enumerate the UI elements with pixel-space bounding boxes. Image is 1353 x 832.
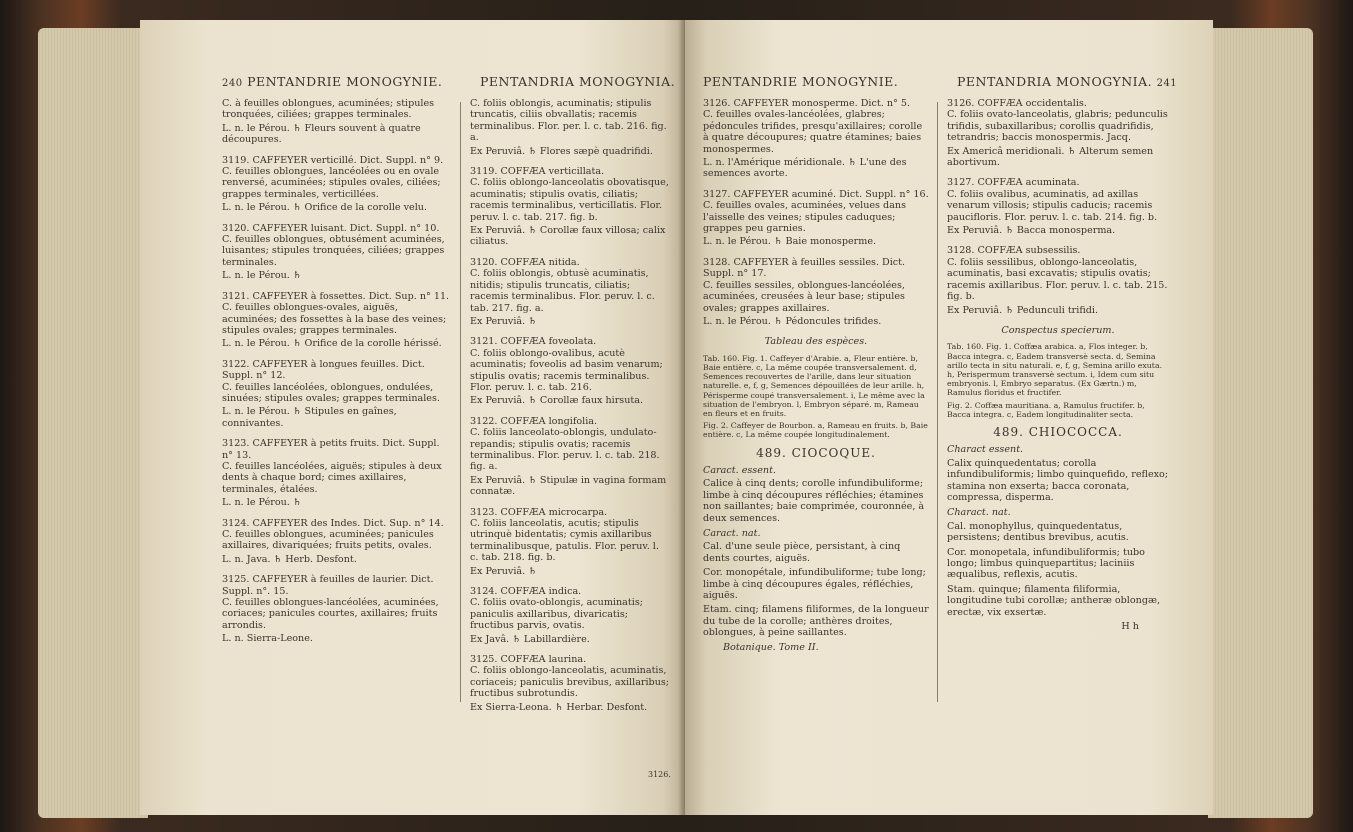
species-description: C. feuilles ovales-lancéolées, glabres; pédoncules trifides, presqu'axillaires; corolle à quatre découpures; quatre étamines; baies monospermes. [703,109,923,155]
species-entry [222,574,450,644]
species-description: C. foliis oblongo-ovalibus, acutè acuminatis; foveolis ad basim venarum; stipulis ovatis; racemis terminalibus. Flor. peruv. l. c. tab. 216. [470,347,663,393]
right-header-fr: PENTANDRIE MONOGYNIE. [703,74,899,89]
species-locality: L. n. l'Amérique méridionale. ♄ L'une des semences avorte. [703,157,907,180]
species-locality: Ex Peruviâ. ♄ Stipulæ in vagina formam connatæ. [470,474,667,498]
species-description: C. foliis oblongis, obtusè acuminatis, nitidis; stipulis truncatis, ciliatis; racemis terminalibus. Flor. peruv. l. c. tab. 217. fig. a. [470,268,655,314]
species-entry [222,359,450,429]
species-title: 3124. CAFFEYER des Indes. Dict. Sup. n° 14. [222,517,444,529]
species-description: C. à feuilles oblongues, acuminées; stipules tronquées, ciliées; grappes terminales. [222,98,435,121]
species-description: C. feuilles sessiles, oblongues-lancéolées, acuminées, creusées à leur base; stipules ovales; grappes axillaires. [703,279,905,314]
species-locality: Ex Peruviâ. ♄ [470,315,537,327]
species-entry [470,336,670,406]
species-description: C. foliis ovato-lanceolatis, glabris; pedunculis trifidis, subaxillaribus; corollis quadrifidis, tetrandris; baccis monospermis. Jacq. [947,109,1168,144]
species-locality: L. n. le Pérou. ♄ Baie monosperme. [703,236,877,248]
species-entry [222,98,450,146]
genus-heading-lat: 489. CHIOCOCCA. [993,424,1123,439]
species-title: 3126. COFFÆA occidentalis. [947,98,1087,109]
tableau-title: Tableau des espèces. [764,336,868,348]
species-locality: Ex Americâ meridionali. ♄ Alterum semen abortivum. [947,145,1154,169]
species-locality: Ex Javâ. ♄ Labillardière. [470,633,590,645]
species-description: C. foliis oblongo-lanceolatis obovatisque, acuminatis; stipulis ovatis, ciliatis; racemis terminalibus, verticillatis. Flor. peruv. l. c. tab. 217. fig. b. [470,177,669,223]
left-header-fr: 240 PENTANDRIE MONOGYNIE. [222,74,443,89]
species-title: 3123. COFFÆA microcarpa. [470,506,608,518]
catchword: 3126. [648,770,671,779]
right-column-latin [947,98,1169,632]
column-divider-right [937,102,938,702]
signature: H h [1121,621,1139,633]
species-description: C. feuilles oblongues, acuminées; panicules axillaires, divariquées; fruits petits, ovales. [222,529,434,552]
species-locality: L. n. le Pérou. ♄ Orifice de la corolle velu. [222,202,428,214]
species-entry [470,257,670,327]
species-title: 3121. COFFÆA foveolata. [470,336,597,348]
species-entry [947,177,1169,236]
tableau-text: Tab. 160. Fig. 1. Caffeyer d'Arabie. a, Fleur entière. b, Baie entière. c, La même coupée transversalement. d, Semences recouvertes de l'arille, dans leur situation naturelle. e, f, g, Semences dépouillées de leur arille. h, Périsperme coupé transversalement. i, Le même avec la situation de l'embryon. l, Embryon séparé. m, Rameau en fleurs et en fruits. [703,353,925,418]
species-entry [470,416,670,498]
species-locality: Ex Peruviâ. ♄ Pedunculi trifidi. [947,304,1098,316]
species-title: 3119. COFFÆA verticillata. [470,166,605,178]
nat-fr-cor: Cor. monopétale, infundibuliforme; tube long; limbe à cinq découpures égales, réfléchies, aiguës. [703,567,926,602]
species-title: 3128. CAFFEYER à feuilles sessiles. Dict. Suppl. n° 17. [703,256,906,280]
conspectus-fig2: Fig. 2. Coffæa mauritiana. a, Ramulus fructifer. b, Bacca integra. c, Eadem longitudinaliter secta. [947,400,1145,419]
species-entry [470,654,670,713]
footer-fr: Botanique. Tome II. [723,641,819,653]
species-entry [470,166,670,248]
species-title: 3128. COFFÆA subsessilis. [947,245,1081,257]
left-page-number: 240 [222,78,243,89]
species-locality: Ex Peruviâ. ♄ Flores sæpè quadrifidi. [470,145,653,157]
species-title: 3124. COFFÆA indica. [470,586,582,598]
species-entry [222,291,450,350]
species-locality: L. n. le Pérou. ♄ Fleurs souvent à quatre découpures. [222,122,421,146]
conspectus-text: Tab. 160. Fig. 1. Coffæa arabica. a, Flos integer. b, Bacca integra. c, Eadem transversè secta. d, Semina arillo tecta in situ naturali. e, f, g, Semina arillo exuta. h, Perispermum transversè sectum. i, Idem cum situ embryonis. l, Embryo separatus. (Ex Gærtn.) m, Ramulus floridus et fructifer. [947,342,1163,398]
species-entry [470,507,670,577]
page-edges-right [1208,28,1313,818]
species-title: 3127. CAFFEYER acuminé. Dict. Suppl. n° 16. [703,188,929,200]
species-entry [222,518,450,566]
tableau-fig2: Fig. 2. Caffeyer de Bourbon. a, Rameau en fruits. b, Baie entière. c, La même coupée longitudinalement. [703,421,928,440]
caract-essent-label: Caract. essent. [703,464,776,476]
conspectus-title: Conspectus specierum. [1001,324,1115,336]
species-locality: L. n. le Pérou. ♄ [222,270,302,282]
species-title: 3121. CAFFEYER à fossettes. Dict. Sup. n° 11. [222,290,450,302]
species-entry [470,586,670,645]
nat-fr-cal: Cal. d'une seule pièce, persistant, à cinq dents courtes, aiguës. [703,541,901,564]
species-locality: L. n. le Pérou. ♄ Stipules en gaînes, connivantes. [222,406,397,429]
column-divider [460,102,461,702]
nat-lat-cal: Cal. monophyllus, quinquedentatus, persistens; dentibus brevibus, acutis. [947,520,1129,544]
essent-text-lat: Calix quinquedentatus; corolla infundibuliformis; limbo quinquefido, reflexo; stamina non exserta; bacca coronata, compressa, disperma. [947,457,1169,503]
left-column-french [222,98,450,654]
species-description: C. feuilles oblongues-lancéolées, acuminées, coriaces; panicules courtes, axillaires; fruits arrondis. [222,597,439,631]
species-title: 3120. CAFFEYER luisant. Dict. Suppl. n° 10. [222,222,440,234]
species-entry [947,245,1169,315]
species-description: C. foliis ovalibus, acuminatis, ad axillas venarum villosis; stipulis caducis; racemis paucifloris. Flor. peruv. l. c. tab. 214. fig. b. [947,188,1158,223]
species-locality: Ex Peruviâ. ♄ Corollæ faux villosa; calix ciliatus. [470,225,666,248]
page-edges-left [38,28,148,818]
left-page [140,20,685,815]
species-description: C. feuilles oblongues, obtusément acuminées, luisantes; stipules tronquées, ciliées; grappes terminales. [222,234,445,268]
species-locality: L. n. Java. ♄ Herb. Desfont. [222,553,357,565]
left-header-lat: PENTANDRIA MONOGYNIA. [480,74,676,89]
species-description: C. foliis oblongis, acuminatis; stipulis truncatis, ciliis obvallatis; racemis terminalibus. Flor. per. l. c. tab. 216. fig. a. [470,98,667,144]
genus-heading-fr: 489. CIOCOQUE. [756,445,876,460]
species-description: C. feuilles oblongues-ovales, aiguës, acuminées; des fossettes à la base des veines; stipules ovales; grappes terminales. [222,302,447,336]
right-header-lat: PENTANDRIA MONOGYNIA. 241 [957,74,1178,89]
species-description: C. feuilles lancéolées, aiguës; stipules à deux dents à chaque bord; cimes axillaires, terminales, étalées. [222,460,442,495]
species-entry [703,98,929,180]
species-entry [222,223,450,282]
species-description: C. foliis sessilibus, oblongo-lanceolatis, acuminatis, basi excavatis; stipulis ovatis; racemis axillaribus. Flor. peruv. l. c. tab. 215. fig. b. [947,256,1168,303]
species-description: C. feuilles ovales, acuminées, velues dans l'aisselle des veines; stipules caduques; grappes peu garnies. [703,200,906,235]
right-page-number: 241 [1156,78,1178,89]
species-title: 3122. CAFFEYER à longues feuilles. Dict. Suppl. n° 12. [222,358,425,382]
species-locality: L. n. le Pérou. ♄ [222,497,302,509]
species-description: C. feuilles lancéolées, oblongues, ondulées, sinuées; stipules ovales; grappes terminales. [222,381,440,404]
right-column-french [703,98,929,653]
nat-lat-cor: Cor. monopetala, infundibuliformis; tubo longo; limbus quinquepartitus; laciniis æqualibus, reflexis, acutis. [947,546,1145,581]
species-description: C. foliis ovato-oblongis, acuminatis; paniculis axillaribus, divaricatis; fructibus parvis, ovatis. [470,597,643,632]
species-title: 3126. CAFFEYER monosperme. Dict. n° 5. [703,98,911,109]
species-description: C. foliis lanceolatis, acutis; stipulis utrinquè bidentatis; cymis axillaribus terminalibusque, patulis. Flor. peruv. l. c. tab. 218. fig. b. [470,518,659,564]
species-title: 3122. COFFÆA longifolia. [470,415,598,427]
species-title: 3119. CAFFEYER verticillé. Dict. Suppl. n° 9. [222,154,444,166]
species-title: 3125. COFFÆA laurina. [470,654,587,666]
species-locality: L. n. le Pérou. ♄ Pédoncules trifides. [703,315,882,327]
caract-nat-label: Caract. nat. [703,527,761,539]
species-entry [703,189,929,248]
species-title: 3125. CAFFEYER à feuilles de laurier. Dict. Suppl. n°. 15. [222,574,434,597]
nat-lat-stam: Stam. quinque; filamenta filiformia, longitudine tubi corollæ; antheræ oblongæ, erectæ, vix exsertæ. [947,583,1161,618]
species-title: 3120. COFFÆA nitida. [470,256,580,268]
species-title: 3127. COFFÆA acuminata. [947,177,1080,189]
species-locality: Ex Peruviâ. ♄ Bacca monosperma. [947,225,1116,237]
species-description: C. feuilles oblongues, lancéolées ou en ovale renversé, acuminées; stipules ovales, ciliées; grappes terminales, verticillées. [222,166,441,200]
nat-fr-etam: Etam. cinq; filamens filiformes, de la longueur du tube de la corolle; anthères droites, oblongues, à peine saillantes. [703,604,929,639]
species-description: C. foliis oblongo-lanceolatis, acuminatis, coriaceis; paniculis brevibus, axillaribus; fructibus subrotundis. [470,665,670,700]
species-locality: Ex Sierra-Leona. ♄ Herbar. Desfont. [470,701,648,713]
species-entry [470,98,670,157]
charact-essent-label: Charact essent. [947,444,1024,456]
right-page [685,20,1213,815]
species-locality: L. n. le Pérou. ♄ Orifice de la corolle hérissé. [222,338,442,350]
species-entry [222,155,450,214]
essent-text-fr: Calice à cinq dents; corolle infundibuliforme; limbe à cinq découpures réfléchies; étamines non saillantes; baie comprimée, couronnée, à deux semences. [703,478,925,524]
species-locality: L. n. Sierra-Leone. [222,633,313,645]
species-entry [222,438,450,508]
species-entry [703,257,929,327]
species-locality: Ex Peruviâ. ♄ [470,565,537,577]
charact-nat-label: Charact. nat. [947,507,1011,519]
species-description: C. foliis lanceolato-oblongis, undulato-repandis; stipulis ovatis; racemis terminalibus. Flor. peruv. l. c. tab. 218. fig. a. [470,427,660,473]
species-locality: Ex Peruviâ. ♄ Corollæ faux hirsuta. [470,395,644,407]
left-column-latin [470,98,670,722]
species-entry [947,98,1169,168]
species-title: 3123. CAFFEYER à petits fruits. Dict. Suppl. n° 13. [222,438,440,461]
